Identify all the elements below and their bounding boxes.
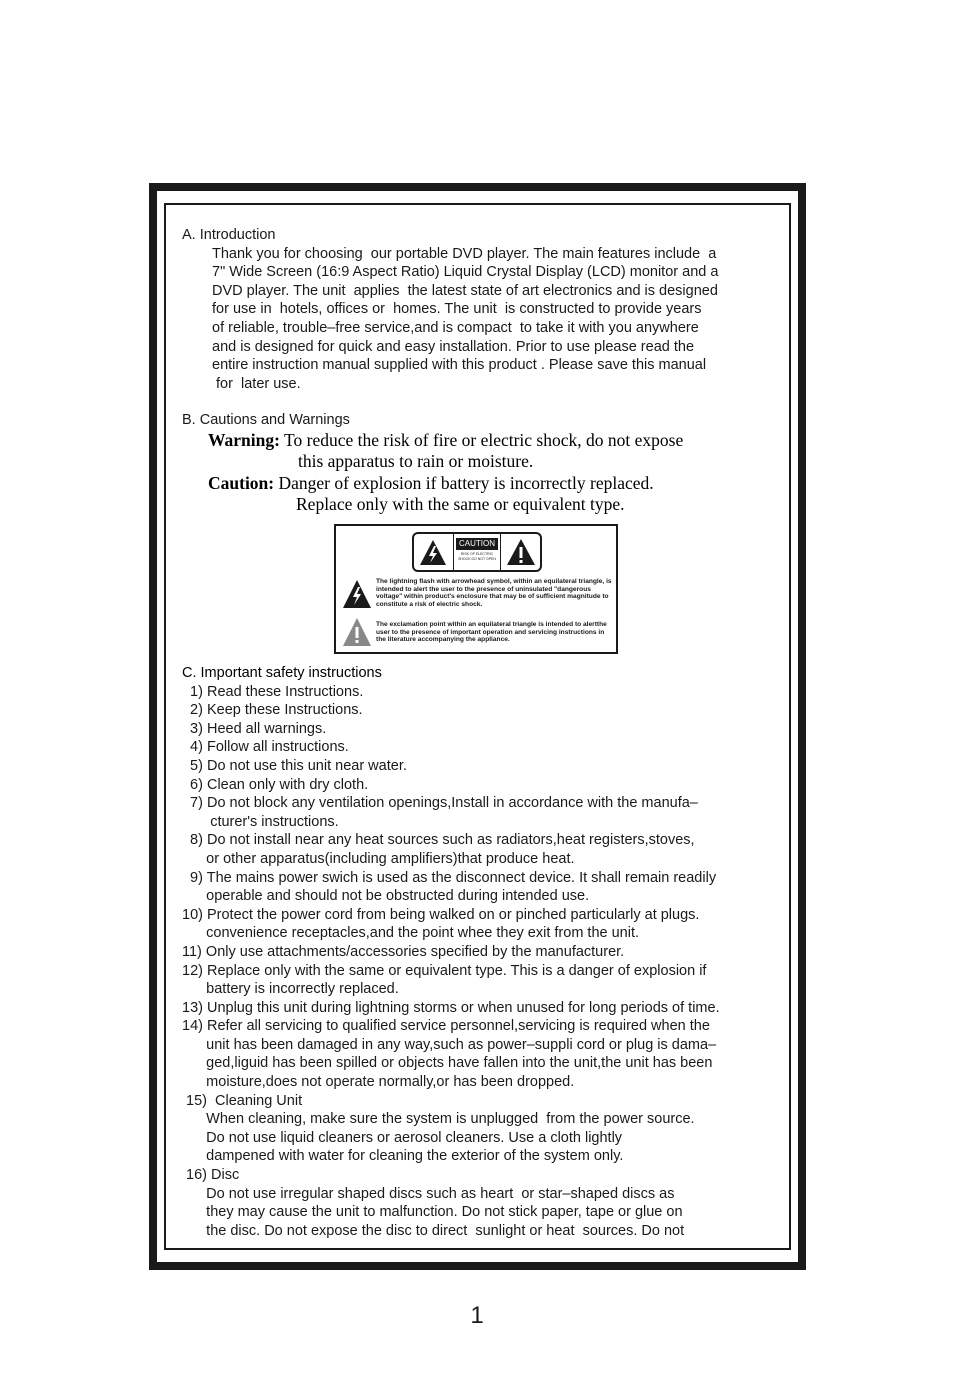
caution-sign-divider [453, 534, 454, 570]
caution-sign-divider [500, 534, 501, 570]
lightning-triangle-icon [342, 578, 372, 610]
intro-line: for use in hotels, offices or homes. The unit is constructed to provide years [212, 301, 702, 318]
safety-item: 5) Do not use this unit near water. [182, 757, 407, 774]
safety-item: 14) Refer all servicing to qualified service personnel,servicing is required when the [182, 1018, 710, 1035]
caution-sub-text: RISK OF ELECTRIC SHOCK DO NOT OPEN [458, 552, 496, 561]
safety-item: moisture,does not operate normally,or has been dropped. [182, 1074, 575, 1091]
exclamation-triangle-icon [342, 616, 372, 648]
intro-line: and is designed for quick and easy installation. Prior to use please read the [212, 338, 695, 355]
safety-item: dampened with water for cleaning the exterior of the system only. [182, 1148, 624, 1165]
intro-line: DVD player. The unit applies the latest state of art electronics and is designed [212, 282, 718, 299]
safety-item: 13) Unplug this unit during lightning storms or when unused for long periods of time. [182, 999, 720, 1016]
intro-section [182, 226, 792, 393]
safety-item: 3) Heed all warnings. [182, 720, 327, 737]
caution-line-2: Replace only with the same or equivalent type. [296, 494, 625, 515]
safety-item: 11) Only use attachments/accessories specified by the manufacturer. [182, 943, 625, 960]
caution-sign [412, 532, 542, 572]
lightning-note: The lightning flash with arrowhead symbol, within an equilateral triangle, is intended to alert the user to the presence of uninsulated "dangerous voltage" within product's enclosure that may be of sufficient magnitude to constitute a risk of electric shock. [376, 578, 612, 608]
caution-line [182, 473, 792, 495]
intro-line: entire instruction manual supplied with this product . Please save this manual [212, 357, 707, 374]
safety-item: 4) Follow all instructions. [182, 739, 349, 756]
caution-label: Caution: [208, 472, 275, 493]
intro-line: 7" Wide Screen (16:9 Aspect Ratio) Liquid Crystal Display (LCD) monitor and a [212, 264, 719, 281]
exclamation-note: The exclamation point within an equilateral triangle is intended to alertthe user to the presence of important operation and servicing instructions in the literature accompanying the appliance. [376, 621, 607, 644]
intro-line: Thank you for choosing our portable DVD player. The main features include a [212, 245, 717, 262]
caution-label-figure [334, 524, 618, 654]
cautions-section [182, 411, 792, 516]
safety-item: 15) Cleaning Unit [182, 1092, 303, 1109]
safety-section [182, 664, 792, 1240]
safety-item: 7) Do not block any ventilation openings,Install in accordance with the manufa– [182, 795, 698, 812]
safety-item: 1) Read these Instructions. [182, 683, 364, 700]
safety-item: they may cause the unit to malfunction. Do not stick paper, tape or glue on [182, 1204, 683, 1221]
caution-badge: CAUTION [456, 538, 498, 550]
intro-paragraph [182, 245, 792, 394]
safety-item: 9) The mains power swich is used as the disconnect device. It shall remain readily [182, 869, 717, 886]
safety-item: operable and should not be obstructed during intended use. [182, 888, 590, 905]
safety-item: Do not use irregular shaped discs such as heart or star–shaped discs as [182, 1185, 675, 1202]
safety-item: ged,liguid has been spilled or objects have fallen into the unit,the unit has been [182, 1055, 713, 1072]
safety-item: Do not use liquid cleaners or aerosol cleaners. Use a cloth lightly [182, 1129, 623, 1146]
safety-item: cturer's instructions. [182, 813, 339, 830]
safety-heading: C. Important safety instructions [182, 665, 382, 681]
warning-text: To reduce the risk of fire or electric shock, do not expose [279, 429, 684, 450]
safety-item: or other apparatus(including amplifiers)that produce heat. [182, 850, 575, 867]
intro-line: of reliable, trouble–free service,and is compact to take it with you anywhere [212, 319, 699, 336]
safety-item: 2) Keep these Instructions. [182, 702, 363, 719]
document-body [182, 226, 792, 516]
safety-item: 12) Replace only with the same or equivalent type. This is a danger of explosion if [182, 962, 707, 979]
safety-item: When cleaning, make sure the system is unplugged from the power source. [182, 1111, 695, 1128]
safety-item: 10) Protect the power cord from being walked on or pinched particularly at plugs. [182, 906, 700, 923]
lightning-triangle-icon [414, 534, 452, 570]
warning-label: Warning: [208, 429, 280, 450]
exclamation-triangle-icon [502, 534, 540, 570]
warning-line-2: this apparatus to rain or moisture. [298, 451, 534, 472]
page-number: 1 [470, 1302, 484, 1329]
safety-item: 6) Clean only with dry cloth. [182, 776, 369, 793]
safety-item: 16) Disc [182, 1167, 240, 1184]
safety-item: unit has been damaged in any way,such as power–suppli cord or plug is dama– [182, 1036, 717, 1053]
safety-item: battery is incorrectly replaced. [182, 981, 399, 998]
warning-line [182, 430, 792, 452]
safety-item: convenience receptacles,and the point whee they exit from the unit. [182, 925, 640, 942]
cautions-heading: B. Cautions and Warnings [182, 412, 350, 429]
safety-item: the disc. Do not expose the disc to direct sunlight or heat sources. Do not [182, 1222, 685, 1239]
safety-item: 8) Do not install near any heat sources such as radiators,heat registers,stoves, [182, 832, 695, 849]
intro-line: for later use. [212, 375, 301, 392]
intro-heading: A. Introduction [182, 227, 276, 243]
caution-text: Danger of explosion if battery is incorrectly replaced. [274, 472, 654, 493]
